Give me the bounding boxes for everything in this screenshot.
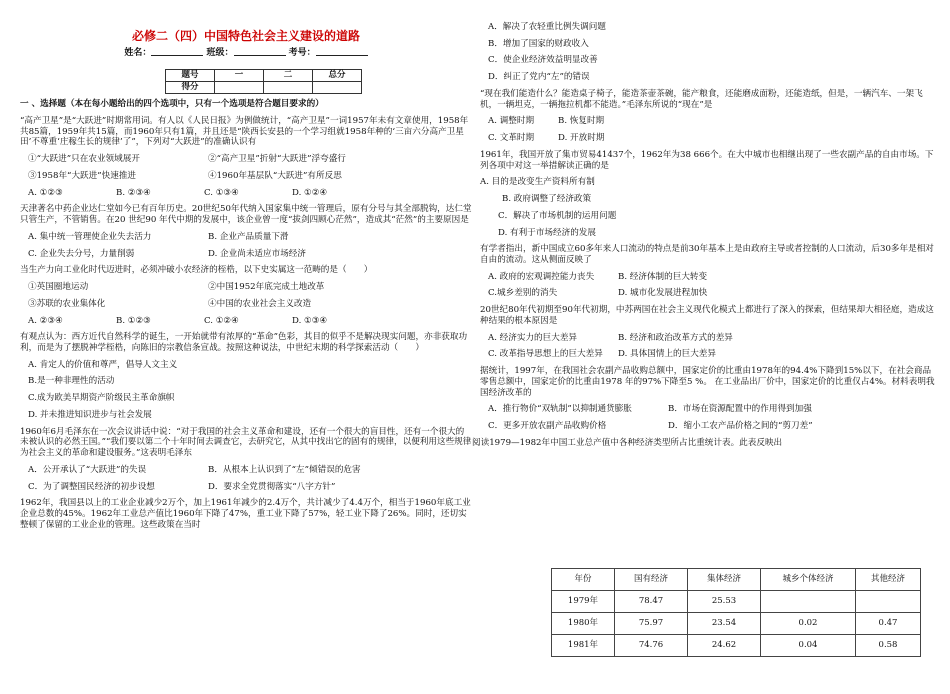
statement: ④中国的农业社会主义改造 bbox=[208, 298, 312, 309]
question-5-options bbox=[20, 482, 472, 493]
answer-option[interactable]: A. 集中统一管理使企业失去活力 bbox=[28, 231, 152, 242]
question-1-statements bbox=[20, 171, 472, 182]
answer-option[interactable]: D．纠正了党内“左”的错误 bbox=[488, 72, 590, 83]
table-header-cell: 集体经济 bbox=[688, 569, 761, 591]
question-3-statements bbox=[20, 282, 472, 293]
question-3: 当生产力向工业化时代迈进时，必须冲破小农经济的桎梏，以下史实属这一范畴的是（ ） bbox=[20, 265, 373, 276]
question-7: “现在我们能造什么？能造桌子椅子，能造茶壶茶碗，能产粮食，还能磨成面粉，还能造纸，但是，一辆汽车、一架飞机，一辆坦克，一辆拖拉机都不能造。”毛泽东所说的“现在”是 bbox=[480, 88, 923, 110]
table-cell: 1980年 bbox=[552, 613, 615, 635]
answer-option[interactable]: D. 具体国情上的巨大差异 bbox=[618, 349, 716, 360]
table-row bbox=[552, 635, 921, 657]
answer-option[interactable]: D. 开放时期 bbox=[558, 133, 605, 144]
right-column bbox=[472, 0, 935, 694]
question-1: “高产卫星”是“大跃进”时期常用词。有人以《人民日报》为例做统计，“高产卫星”一词1957年未有文章使用，1958年共85篇，1959年共15篇，而1960年只有1篇，并且还是“陕西长安县的一个学习组就1958年种的‘三亩六分高产卫星田’不尊重‘庄稼生长的规律’了”，下列对“大跃进”的准确认识有 bbox=[20, 115, 469, 148]
question-9-options bbox=[480, 272, 935, 283]
table-row bbox=[552, 613, 921, 635]
table-cell: 23.54 bbox=[688, 613, 761, 635]
answer-option[interactable]: C. ①②④ bbox=[204, 315, 239, 326]
question-3-statements bbox=[20, 299, 472, 310]
answer-option[interactable]: C．使企业经济效益明显改善 bbox=[488, 55, 598, 66]
question-1-options bbox=[20, 188, 472, 199]
statement: ②中国1952年底完成土地改革 bbox=[208, 282, 325, 293]
table-cell: 1981年 bbox=[552, 635, 615, 657]
answer-option[interactable]: D．缩小工农产品价格之间的“剪刀差” bbox=[668, 421, 813, 432]
question-2-options bbox=[20, 232, 472, 243]
question-5-options bbox=[20, 465, 472, 476]
question-5: 1960年6月毛泽东在一次会议讲话中说：“对于我国的社会主义革命和建设，还有一个很大的盲目性，还有一个很大的未被认识的必然王国。”“我们要以第二个十年时间去调查它，去研究它，从其中找出它的固有的规律，以便利用这些规律为社会主义的革命和建设服务。”这表明毛泽东 bbox=[20, 426, 472, 459]
question-11: 据统计，1997年，在我国社会农副产品收购总额中，国家定价的比重由1978年的94.4%下降到15%以下，在社会商品零售总额中，国家定价的比重由1978 年的97%下降至5 %。 在工业品出厂价中，国家定价的比重仅占4%。材料表明我国经济改革的 bbox=[480, 366, 935, 398]
statement: ③苏联的农业集体化 bbox=[28, 298, 106, 309]
name-label: 姓名： bbox=[124, 48, 152, 58]
answer-option[interactable]: D. 有利于市场经济的发展 bbox=[498, 227, 596, 238]
class-field[interactable] bbox=[234, 46, 286, 56]
table-row bbox=[552, 591, 921, 613]
score-header-cell: 总分 bbox=[313, 70, 362, 82]
answer-option[interactable]: B. ②③④ bbox=[116, 187, 151, 198]
answer-option[interactable]: A. ①②③ bbox=[28, 187, 63, 198]
page-title: 必修二（四）中国特色社会主义建设的道路 bbox=[131, 29, 360, 43]
question-1-statements bbox=[20, 154, 472, 165]
class-label: 班级： bbox=[206, 48, 234, 58]
table-cell: 0.02 bbox=[761, 613, 856, 635]
table-cell: 78.47 bbox=[615, 591, 688, 613]
table-header-cell: 城乡个体经济 bbox=[761, 569, 856, 591]
table-cell: 74.76 bbox=[615, 635, 688, 657]
question-10: 20世纪80年代初期至90年代初期，中苏两国在社会主义现代化模式上都进行了深入的探索，但结果却大相径庭，造成这种结果的根本原因是 bbox=[480, 305, 934, 326]
answer-option[interactable]: B.是一种非理性的活动 bbox=[28, 376, 115, 387]
answer-option[interactable]: C．为了调整国民经济的初步设想 bbox=[28, 481, 155, 492]
answer-option[interactable]: C．解决了市场机制的运用问题 bbox=[498, 210, 617, 221]
answer-option[interactable]: A．公开承认了“大跃进”的失误 bbox=[28, 464, 147, 475]
exam-label: 考号： bbox=[288, 48, 316, 58]
table-cell: 0.58 bbox=[856, 635, 921, 657]
answer-option[interactable]: B．增加了国家的财政收入 bbox=[488, 38, 589, 49]
answer-option[interactable]: C.成为欧美早期资产阶级民主革命旗帜 bbox=[28, 393, 175, 404]
question-6: 1962年，我国县以上的工业企业减少2万个，加上1961年减少的2.4万个，共计减少了4.4万个，相当于1960年底工业企业总数的45%。1962年工业总产值比1960年下降了47%，重工业下降了57%，轻工业下降了26%。同时，还切实整顿了保留的工业企业的管理。这些政策在当时 bbox=[20, 498, 471, 530]
table-header-cell: 其他经济 bbox=[856, 569, 921, 591]
answer-option[interactable]: A. 目的是改变生产资料所有制 bbox=[480, 177, 595, 188]
answer-option[interactable]: C.城乡差别的消失 bbox=[488, 288, 558, 299]
answer-option[interactable]: B. 经济体制的巨大转变 bbox=[618, 271, 708, 282]
answer-option[interactable]: B. 政府调整了经济政策 bbox=[502, 194, 592, 205]
score-header-cell: 一 bbox=[215, 70, 264, 82]
question-11-options bbox=[480, 421, 935, 432]
answer-option[interactable]: B. ①②③ bbox=[116, 315, 151, 326]
statement: ①英国圈地运动 bbox=[28, 282, 89, 293]
table-cell: 0.47 bbox=[856, 613, 921, 635]
score-header-cell: 题号 bbox=[166, 70, 215, 82]
answer-option[interactable]: C. 文革时期 bbox=[488, 133, 535, 144]
answer-option[interactable]: A．推行物价“双轨制”以抑制通货膨胀 bbox=[488, 404, 632, 415]
answer-option[interactable]: B．市场在资源配置中的作用得到加强 bbox=[668, 404, 812, 415]
answer-option[interactable]: A. 政府的宏观调控能力丧失 bbox=[488, 271, 595, 282]
score-input-cell[interactable] bbox=[313, 82, 362, 94]
question-12: 阅读1979—1982年中国工业总产值中各种经济类型所占比重统计表。此表反映出 bbox=[472, 437, 783, 448]
statement: ④1960年基层队“大跃进”有所反思 bbox=[208, 170, 342, 181]
score-label-cell: 得分 bbox=[166, 82, 215, 94]
question-4: 有观点认为：西方近代自然科学的诞生，一开始就带有浓厚的“革命”色彩，其目的似乎不是解决现实问题，亦非获取功利，而是为了摆脱神学桎梏，向陈旧的宗教信条宣战。按照这种说法，中世纪末期的科学探索活动（ ） bbox=[20, 332, 468, 353]
question-3-options bbox=[20, 316, 472, 327]
question-7-options bbox=[480, 133, 935, 144]
answer-option[interactable]: A. ②③④ bbox=[28, 315, 63, 326]
score-header-cell: 二 bbox=[264, 70, 313, 82]
answer-option[interactable]: A. 经济实力的巨大差异 bbox=[488, 332, 578, 343]
table-cell: 24.62 bbox=[688, 635, 761, 657]
question-7-options bbox=[480, 116, 935, 127]
left-column bbox=[20, 0, 472, 672]
answer-option[interactable]: A．解决了农轻重比例失调问题 bbox=[488, 22, 606, 32]
table-cell: 0.04 bbox=[761, 635, 856, 657]
question-2: 天津著名中药企业达仁堂如今已有百年历史。20世纪50年代纳入国家集中统一管理后，原有分号与其全部脱钩，达仁堂只管生产，不管销售。在20 世纪90 年代中期的发展中，该企业曾一度“拔剑四顾心茫然”，造成其“茫然”的主要原因是 bbox=[20, 204, 472, 226]
answer-option[interactable]: D. 并未推进知识进步与社会发展 bbox=[28, 409, 152, 420]
answer-option[interactable]: A. 调整时期 bbox=[488, 116, 535, 127]
table-cell bbox=[761, 591, 856, 613]
answer-option[interactable]: C. ①③④ bbox=[204, 187, 239, 198]
answer-option[interactable]: D．要求全党贯彻落实“八字方针” bbox=[208, 481, 336, 492]
question-2-options bbox=[20, 249, 472, 260]
score-input-cell[interactable] bbox=[215, 82, 264, 94]
table-cell: 1979年 bbox=[552, 591, 615, 613]
answer-option[interactable]: C. 改革指导思想上的巨大差异 bbox=[488, 349, 603, 360]
answer-option[interactable]: D. 城市化发展进程加快 bbox=[618, 288, 708, 299]
answer-option[interactable]: B. 恢复时期 bbox=[558, 116, 605, 127]
question-10-options bbox=[480, 349, 935, 360]
statement: ②“高产卫星”折射“大跃进”浮夸盛行 bbox=[208, 154, 346, 165]
industry-output-table bbox=[551, 568, 921, 657]
question-11-options bbox=[480, 404, 935, 415]
answer-option[interactable]: D. 企业尚未适应市场经济 bbox=[208, 248, 306, 259]
answer-option[interactable]: B. 经济和政治改革方式的差异 bbox=[618, 332, 733, 343]
name-field[interactable] bbox=[151, 46, 203, 56]
table-cell: 75.97 bbox=[615, 613, 688, 635]
answer-option[interactable]: A. 肯定人的价值和尊严，倡导人文主义 bbox=[28, 359, 178, 370]
answer-option[interactable]: D. ①②④ bbox=[292, 187, 328, 198]
question-9-options bbox=[480, 288, 935, 299]
score-table bbox=[165, 69, 362, 94]
question-9: 有学者指出，新中国成立60多年来人口流动的特点是前30年基本上是由政府主导或者控制的人口流动，后30多年是相对自由的流动。这从侧面反映了 bbox=[480, 244, 934, 266]
table-header-cell: 年份 bbox=[552, 569, 615, 591]
student-info bbox=[20, 46, 472, 59]
table-cell bbox=[856, 591, 921, 613]
answer-option[interactable]: D. ①③④ bbox=[292, 315, 328, 326]
answer-option[interactable]: B. 企业产品质量下滑 bbox=[208, 231, 289, 242]
answer-option[interactable]: C．更多开放农副产品收购价格 bbox=[488, 421, 607, 432]
answer-option[interactable]: C. 企业失去分号，力量削弱 bbox=[28, 248, 135, 259]
exam-number-field[interactable] bbox=[316, 46, 368, 56]
table-cell: 25.53 bbox=[688, 591, 761, 613]
question-10-options bbox=[480, 333, 935, 344]
score-input-cell[interactable] bbox=[264, 82, 313, 94]
statement: ③1958年“大跃进”快速推进 bbox=[28, 170, 137, 181]
table-header-cell: 国有经济 bbox=[615, 569, 688, 591]
statement: ①“大跃进”只在农业领域展开 bbox=[28, 154, 140, 165]
question-8: 1961年，我国开放了集市贸易41437个，1962年为38 666个。在大中城市也相继出现了一些农副产品的自由市场。下列各项中对这一举措解读正确的是 bbox=[480, 149, 934, 171]
answer-option[interactable]: B．从根本上认识到了“左”倾错误的危害 bbox=[208, 464, 361, 475]
section-heading: 一 、选择题（本在每小题给出的四个选项中，只有一个选项是符合题目要求的） bbox=[20, 99, 324, 110]
